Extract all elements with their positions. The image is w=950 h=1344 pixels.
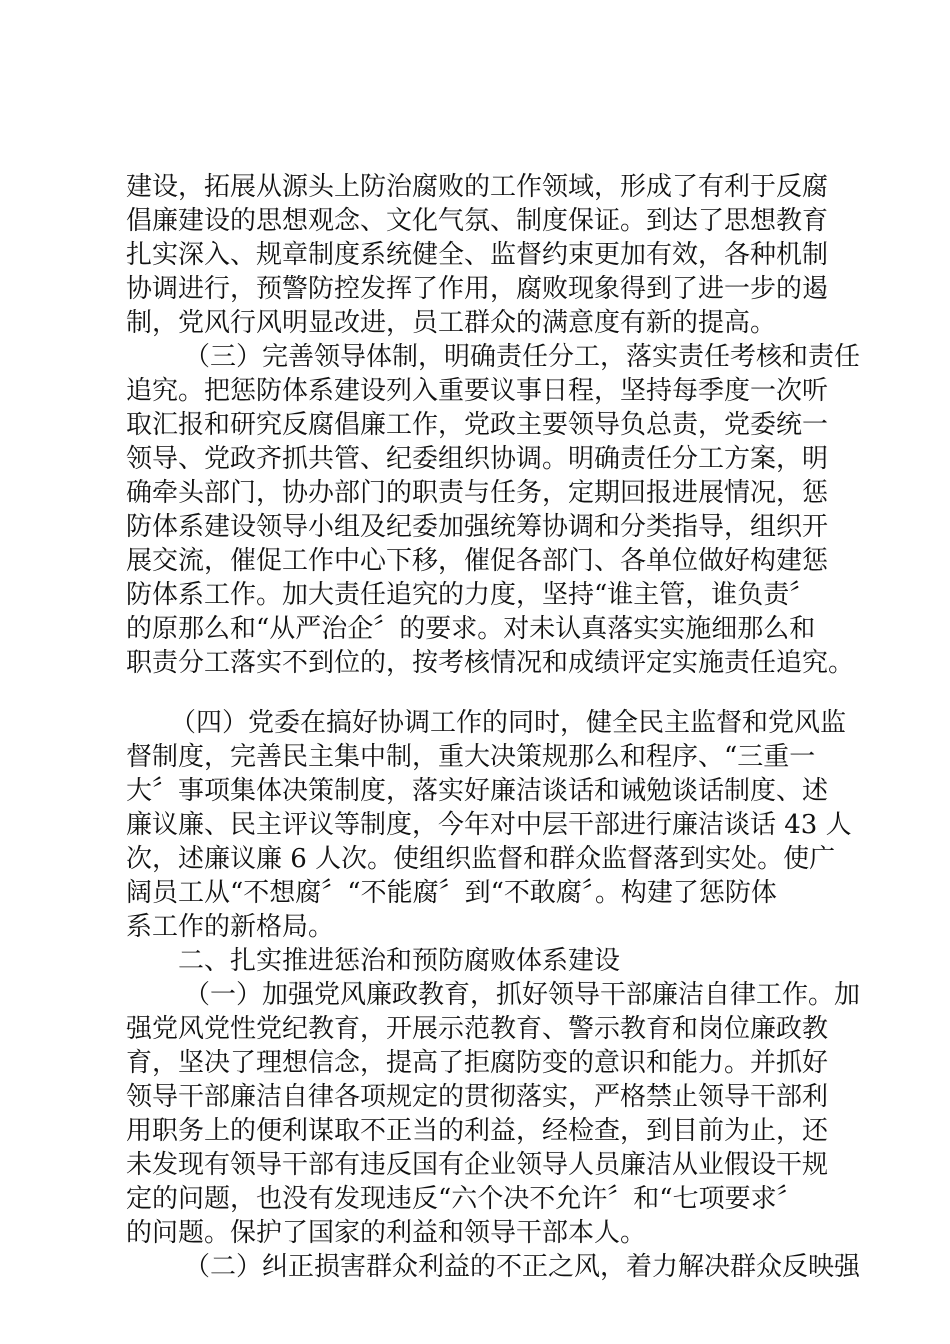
text-line: 督制度，完善民主集中制，重大决策规那么和程序、“三重一 [126,742,816,772]
section-heading: 二、扎实推进惩治和预防腐败体系建设 [178,946,621,976]
text-line: 展交流，催促工作中心下移，催促各部门、各单位做好构建惩 [126,546,829,576]
paragraph-heading-line: （四）党委在搞好协调工作的同时，健全民主监督和党风监 [170,708,847,738]
text-line: 追究。把惩防体系建设列入重要议事日程，坚持每季度一次听 [126,376,829,406]
text-line: 防体系建设领导小组及纪委加强统筹协调和分类指导，组织开 [126,512,829,542]
paragraph-heading-line: （二）纠正损害群众利益的不正之风，着力解决群众反映强 [184,1252,861,1282]
text-line: 领导、党政齐抓共管、纪委组织协调。明确责任分工方案，明 [126,444,829,474]
text-line: 领导干部廉洁自律各项规定的贯彻落实，严格禁止领导干部利 [126,1082,829,1112]
text-line: 防体系工作。加大责任追究的力度，坚持“谁主管，谁负责〞 [126,580,816,610]
document-body [126,170,861,1284]
text-line: 阔员工从“不想腐〞“不能腐〞到“不敢腐〞。构建了惩防体 [126,878,777,908]
text-line: 廉议廉、民主评议等制度，今年对中层干部进行廉洁谈话 43 人 [126,810,852,840]
text-line: 系工作的新格局。 [126,912,335,942]
text-line: 制，党风行风明显改进，员工群众的满意度有新的提高。 [126,308,777,338]
text-line: 次，述廉议廉 6 人次。使组织监督和群众监督落到实处。使广 [126,844,836,874]
text-line: 协调进行，预警防控发挥了作用，腐败现象得到了进一步的遏 [126,274,829,304]
text-line: 用职务上的便利谋取不正当的利益，经检查，到目前为止，还 [126,1116,829,1146]
text-line: 职责分工落实不到位的，按考核情况和成绩评定实施责任追究。 [126,648,855,678]
paragraph-heading-line: （一）加强党风廉政教育，抓好领导干部廉洁自律工作。加 [184,980,861,1010]
text-line: 建设，拓展从源头上防治腐败的工作领域，形成了有利于反腐 [126,172,829,202]
text-line: 确牵头部门，协办部门的职责与任务，定期回报进展情况，惩 [126,478,829,508]
text-line: 定的问题，也没有发现违反“六个决不允许〞和“七项要求〞 [126,1184,803,1214]
text-line: 强党风党性党纪教育，开展示范教育、警示教育和岗位廉政教 [126,1014,829,1044]
paragraph-heading-line: （三）完善领导体制，明确责任分工，落实责任考核和责任 [184,342,861,372]
text-line: 扎实深入、规章制度系统健全、监督约束更加有效，各种机制 [126,240,829,270]
paragraph-spacer [126,680,846,706]
text-line: 未发现有领导干部有违反国有企业领导人员廉洁从业假设干规 [126,1150,829,1180]
text-line: 的原那么和“从严治企〞的要求。对未认真落实实施细那么和 [126,614,816,644]
text-line: 取汇报和研究反腐倡廉工作，党政主要领导负总责，党委统一 [126,410,829,440]
text-line: 倡廉建设的思想观念、文化气氛、制度保证。到达了思想教育 [126,206,829,236]
text-line: 育，坚决了理想信念，提高了拒腐防变的意识和能力。并抓好 [126,1048,829,1078]
text-line: 的问题。保护了国家的利益和领导干部本人。 [126,1218,647,1248]
text-line: 大〞事项集体决策制度，落实好廉洁谈话和诫勉谈话制度、述 [126,776,829,806]
